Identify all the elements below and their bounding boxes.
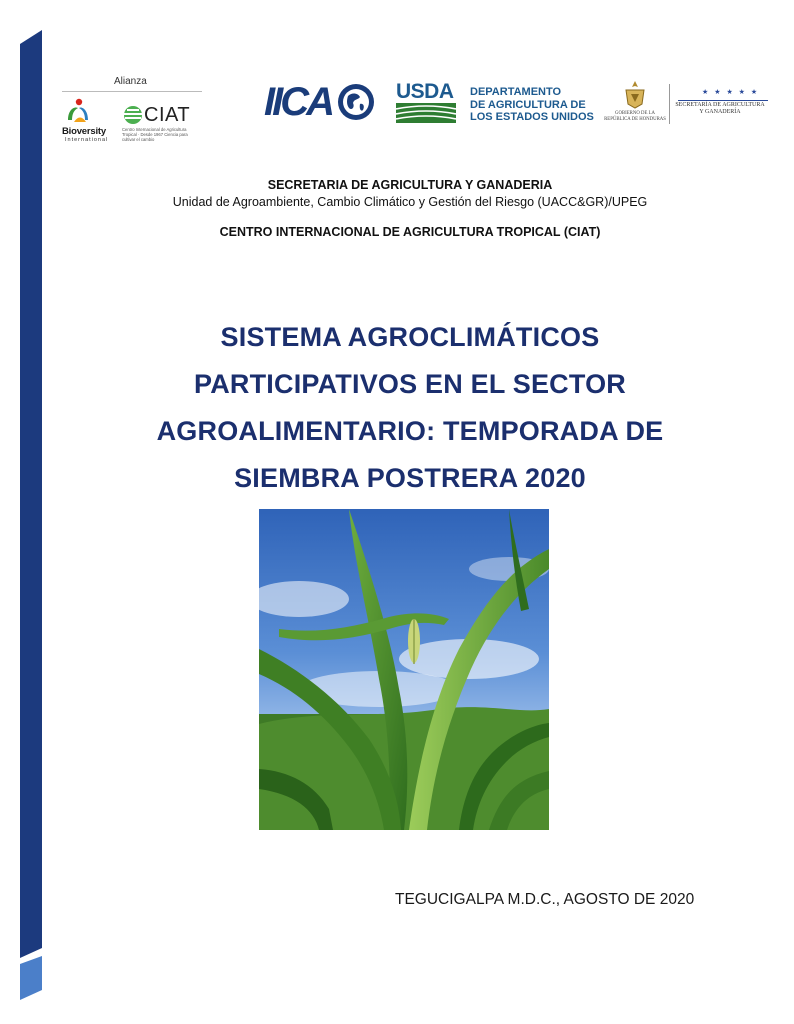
divider	[669, 84, 670, 124]
usda-name: USDA	[396, 80, 454, 103]
usda-field-icon	[396, 103, 456, 123]
alianza-logo	[62, 76, 202, 146]
bioversity-sub: International	[65, 137, 109, 143]
bioversity-logo	[62, 98, 118, 144]
usda-department-text	[470, 86, 610, 124]
dept-line: DE AGRICULTURA DE	[470, 98, 586, 111]
title-line: SIEMBRA POSTRERA 2020	[234, 463, 586, 493]
sag-logo	[672, 90, 768, 120]
ciat-tagline: Centro Internacional de Agricultura Tropical · Desde 1967 Ciencia para cultivar el cambio	[122, 127, 188, 142]
iica-name: IICA	[264, 80, 332, 124]
usda-logo	[396, 80, 462, 124]
title-line: SISTEMA AGROCLIMÁTICOS	[220, 322, 600, 352]
gob-line: GOBIERNO DE LA	[615, 111, 655, 116]
globe-icon	[336, 82, 376, 122]
bioversity-name: Bioversity	[62, 126, 106, 137]
ciat-heading: CENTRO INTERNACIONAL DE AGRICULTURA TROPICAL (CIAT)	[219, 225, 601, 239]
dept-line: LOS ESTADOS UNIDOS	[470, 111, 594, 123]
left-decorative-band	[0, 0, 60, 1024]
divider	[678, 100, 768, 101]
sag-text	[672, 102, 768, 116]
cover-photo-corn-field	[259, 509, 549, 830]
dept-line: DEPARTAMENTO	[470, 86, 562, 98]
coat-of-arms-icon	[622, 80, 648, 110]
ciat-logo	[122, 98, 202, 144]
title-line: AGROALIMENTARIO: TEMPORADA DE	[156, 416, 664, 446]
gob-line: REPÚBLICA DE HONDURAS	[604, 116, 666, 122]
title-line: PARTICIPATIVOS EN EL SECTOR	[194, 369, 626, 399]
place-date: TEGUCIGALPA M.D.C., AGOSTO DE 2020	[395, 891, 695, 908]
unit-heading: Unidad de Agroambiente, Cambio Climático y Gestión del Riesgo (UACC&GR)/UPEG	[172, 195, 648, 209]
iica-logo	[262, 80, 378, 124]
gobierno-text	[604, 111, 666, 122]
alianza-label: Alianza	[114, 76, 147, 87]
ciat-globe-icon	[122, 104, 144, 126]
document-title	[80, 314, 740, 502]
bioversity-leaf-icon	[62, 98, 102, 126]
institution-heading: SECRETARIA DE AGRICULTURA Y GANADERIA	[267, 178, 553, 192]
gobierno-honduras-logo	[604, 80, 666, 126]
ciat-name: CIAT	[144, 104, 191, 126]
sag-line-text: SECRETARÍA DE AGRICULTURA	[675, 102, 765, 108]
stars-icon: ★ ★ ★ ★ ★	[702, 89, 760, 96]
sag-line-text: Y GANADERÍA	[699, 109, 741, 115]
divider	[62, 91, 202, 92]
